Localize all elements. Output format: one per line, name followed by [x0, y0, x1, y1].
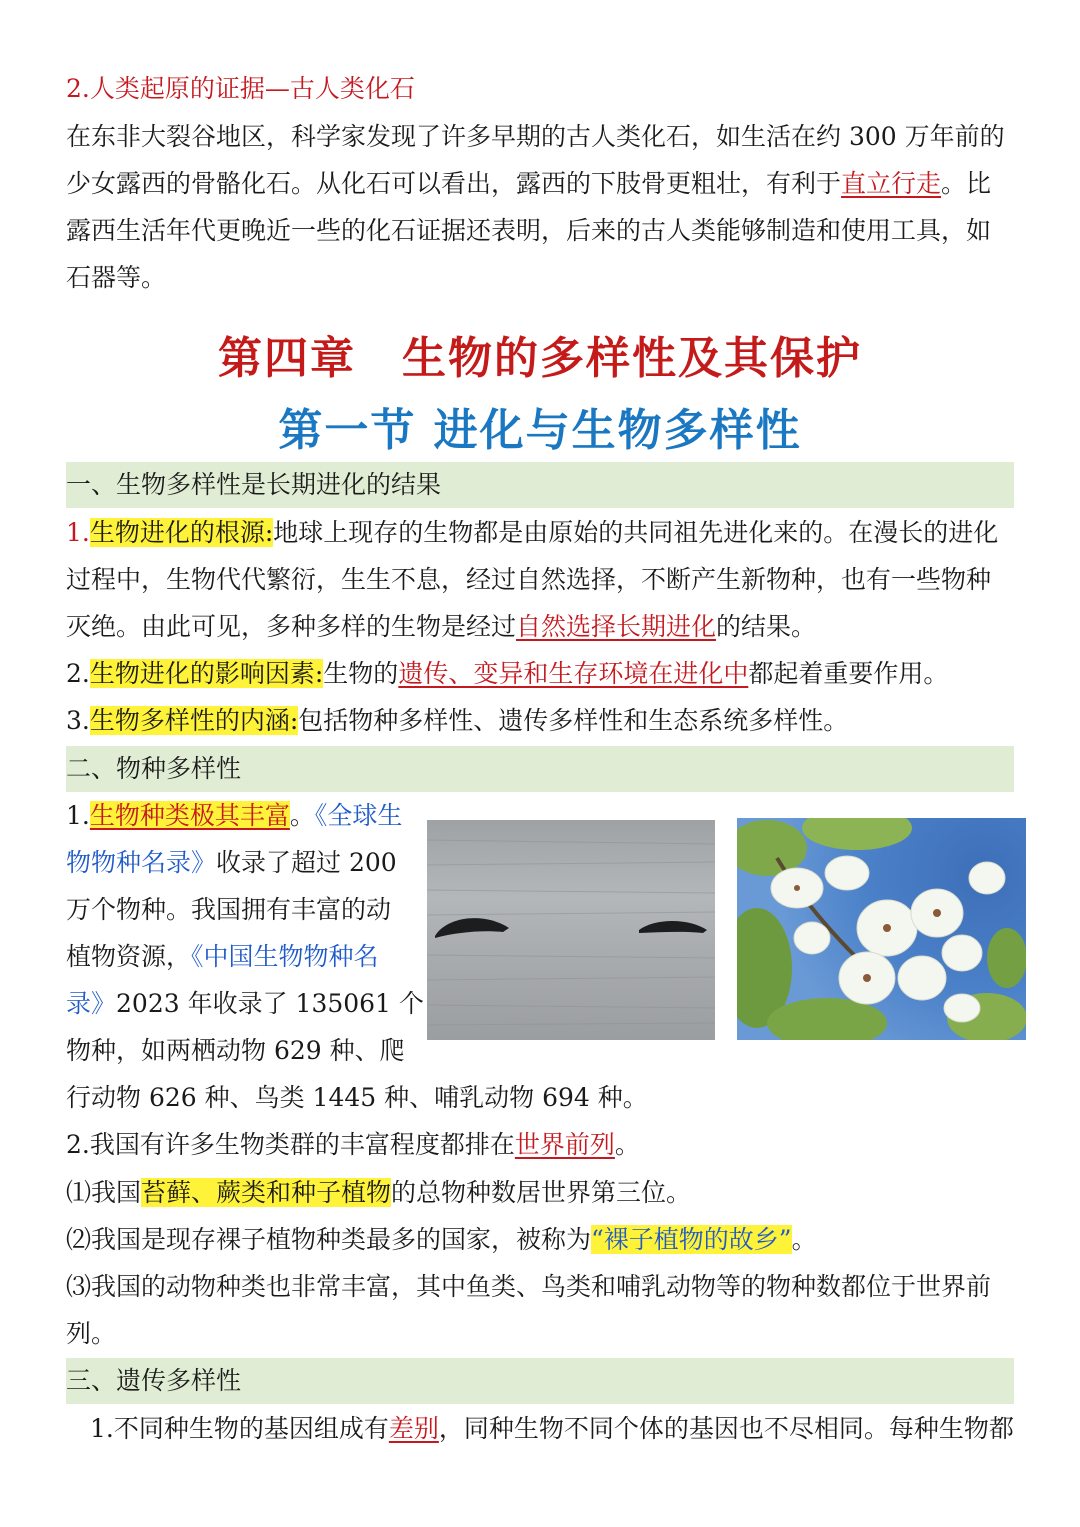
part2-p1-line7: 行动物 626 种、鸟类 1445 种、哺乳动物 694 种。 — [66, 1083, 648, 1112]
keyword-biodiversity-meaning: 生物多样性的内涵: — [89, 706, 299, 735]
book-title-global-end: 物物种名录》 — [66, 848, 217, 877]
item-text: 收录了超过 200 — [216, 848, 397, 877]
dove-tree-flowers-photo — [737, 818, 1026, 1040]
origin-line-2 — [66, 167, 991, 201]
porpoise-illustration — [427, 820, 715, 1040]
keyword-plant-groups: 苔藓、蕨类和种子植物 — [141, 1178, 392, 1207]
origin-line-1: 在东非大裂谷地区，科学家发现了许多早期的古人类化石，如生活在约 300 万年前的 — [66, 122, 1005, 151]
keyword-gymnosperm-home: “裸子植物的故乡” — [591, 1225, 792, 1254]
item-text: 2.我国有许多生物类群的丰富程度都排在 — [66, 1130, 515, 1159]
item-text-end: ，同种生物不同个体的基因也不尽相同。每种生物都 — [438, 1414, 1014, 1443]
item-text-end: 的结果。 — [716, 612, 817, 641]
item-text: 1.不同种生物的基因组成有 — [90, 1414, 389, 1443]
book-title-china: 《中国生物物种名 — [191, 942, 379, 971]
part2-p1-line1 — [66, 799, 402, 833]
part1-item1-line1 — [66, 516, 998, 550]
origin-line-3: 露西生活年代更晚近一些的化石证据还表明，后来的古人类能够制造和使用工具，如 — [66, 216, 992, 245]
book-title-global: 《全球生 — [314, 801, 403, 830]
part1-item1-line2: 过程中，生物代代繁衍，生生不息，经过自然选择，不断产生新物种，也有一些物种 — [66, 565, 992, 594]
origin-line-4: 石器等。 — [66, 263, 167, 292]
keyword-evolution-root: 生物进化的根源: — [89, 518, 274, 547]
chapter-name: 生物的多样性及其保护 — [402, 333, 862, 384]
part2-p1-line3: 万个物种。我国拥有丰富的动 — [66, 895, 392, 924]
item-text: 植物资源， — [66, 942, 192, 971]
punct: 。 — [289, 801, 315, 830]
punct: 。 — [791, 1225, 817, 1254]
chapter-number: 第四章 — [218, 333, 356, 384]
item-number: 2. — [66, 659, 90, 688]
part2-sub1 — [66, 1176, 691, 1210]
part2-heading: 二、物种多样性 — [66, 746, 1014, 792]
part3-heading: 三、遗传多样性 — [66, 1358, 1014, 1404]
part2-p1-line6: 物种，如两栖动物 629 种、爬 — [66, 1036, 405, 1065]
porpoise-photo — [427, 820, 715, 1040]
item-text: 包括物种多样性、遗传多样性和生态系统多样性。 — [298, 706, 849, 735]
item-number: 3. — [66, 706, 90, 735]
chapter-title — [0, 322, 1080, 386]
part2-p2 — [66, 1128, 640, 1162]
origin-line-2-end: 。比 — [941, 169, 992, 198]
part3-line1 — [90, 1412, 1014, 1446]
item-text: 2023 年收录了 135061 个 — [116, 989, 424, 1018]
origin-line-2-text: 少女露西的骨骼化石。从化石可以看出，露西的下肢骨更粗壮，有利于 — [66, 169, 842, 198]
punct: 。 — [614, 1130, 640, 1159]
item-number: 1. — [66, 518, 90, 547]
keyword-difference: 差别 — [388, 1414, 439, 1443]
part2-p1-line2 — [66, 846, 397, 880]
keyword-natural-selection: 自然选择长期进化 — [516, 612, 717, 641]
item-text: ⑵我国是现存裸子植物种类最多的国家，被称为 — [66, 1225, 592, 1254]
keyword-species-rich: 生物种类极其丰富 — [89, 801, 290, 830]
keyword-upright-walking: 直立行走 — [841, 169, 942, 198]
part1-item1-line3 — [66, 610, 816, 644]
part2-sub3-line2: 列。 — [66, 1319, 117, 1348]
part2-p1-line5 — [66, 987, 424, 1021]
item-text: 灭绝。由此可见，多种多样的生物是经过 — [66, 612, 517, 641]
keyword-heredity-variation: 遗传、变异和生存环境在进化中 — [398, 659, 749, 688]
keyword-evolution-factors: 生物进化的影响因素: — [89, 659, 324, 688]
book-title-china-end: 录》 — [66, 989, 117, 1018]
flowers-illustration — [737, 818, 1026, 1040]
part1-item2 — [66, 657, 948, 691]
item-number: 1. — [66, 801, 90, 830]
item-text-end: 的总物种数居世界第三位。 — [391, 1178, 692, 1207]
part2-sub3-line1: ⑶我国的动物种类也非常丰富，其中鱼类、鸟类和哺乳动物等的物种数都位于世界前 — [66, 1272, 992, 1301]
item-text-end: 都起着重要作用。 — [748, 659, 949, 688]
keyword-world-top: 世界前列 — [514, 1130, 615, 1159]
item-text: ⑴我国 — [66, 1178, 142, 1207]
section-title: 第一节 进化与生物多样性 — [278, 405, 802, 456]
part1-heading: 一、生物多样性是长期进化的结果 — [66, 462, 1014, 508]
item-text: 生物的 — [323, 659, 399, 688]
item-text: 地球上现存的生物都是由原始的共同祖先进化来的。在漫长的进化 — [273, 518, 999, 547]
part2-sub2 — [66, 1223, 817, 1257]
part1-item3 — [66, 704, 848, 738]
part2-p1-line4 — [66, 940, 379, 974]
origin-heading: 2.人类起原的证据—古人类化石 — [66, 74, 415, 103]
